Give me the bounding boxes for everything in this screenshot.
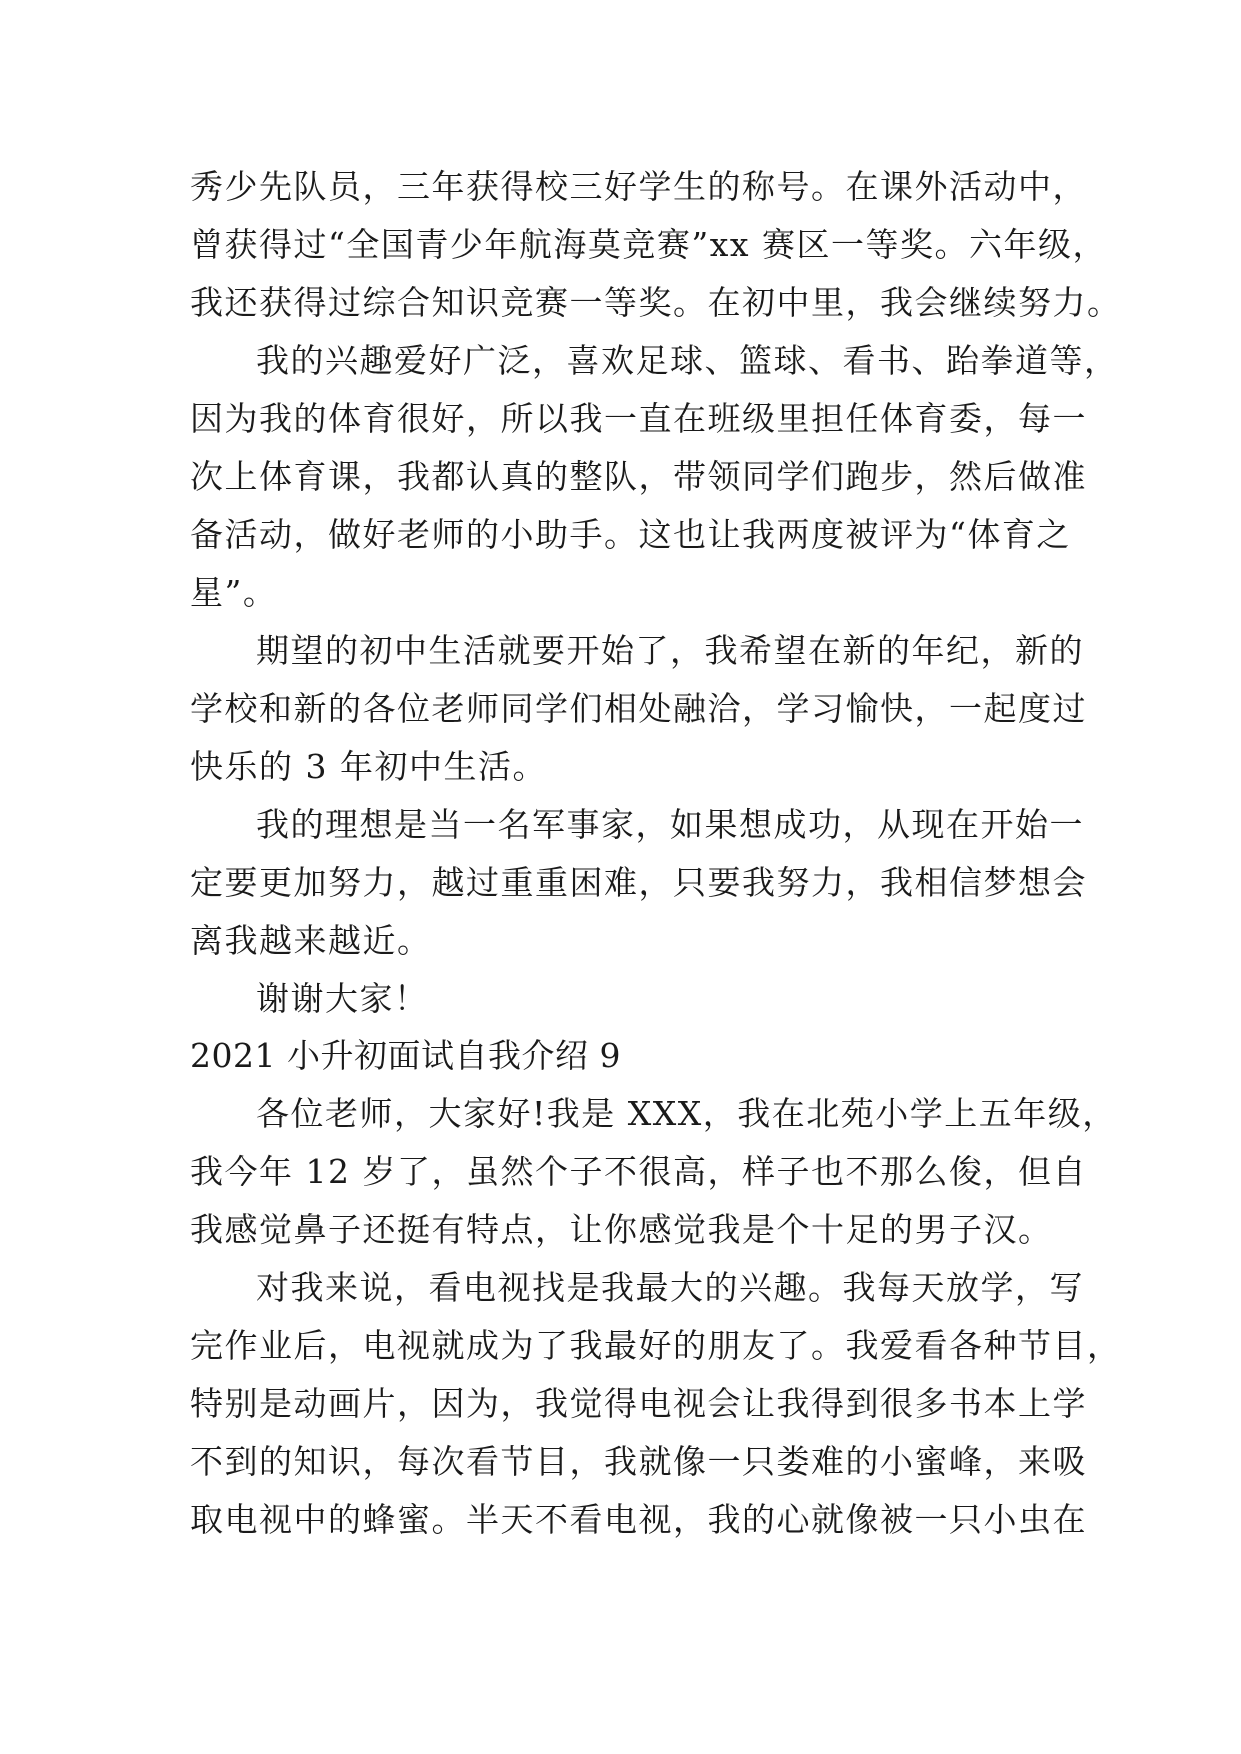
text-line: 我的兴趣爱好广泛，喜欢足球、篮球、看书、跆拳道等，	[256, 341, 1119, 380]
text-line: 完作业后，电视就成为了我最好的朋友了。我爱看各种节目，	[190, 1326, 1122, 1365]
text-line: 我还获得过综合知识竞赛一等奖。在初中里，我会继续努力。	[190, 283, 1122, 322]
text-line: 快乐的 3 年初中生活。	[190, 747, 547, 786]
text-line: 谢谢大家！	[256, 979, 429, 1018]
section-heading: 2021 小升初面试自我介绍 9	[190, 1036, 621, 1075]
text-line: 秀少先队员，三年获得校三好学生的称号。在课外活动中，	[190, 167, 1087, 206]
text-line: 不到的知识，每次看节目，我就像一只娄难的小蜜峰，来吸	[190, 1442, 1087, 1481]
text-line: 取电视中的蜂蜜。半天不看电视，我的心就像被一只小虫在	[190, 1500, 1087, 1539]
text-line: 学校和新的各位老师同学们相处融洽，学习愉快，一起度过	[190, 689, 1087, 728]
text-line: 各位老师，大家好!我是 XXX，我在北苑小学上五年级，	[256, 1094, 1117, 1133]
text-line: 曾获得过“全国青少年航海莫竞赛”xx 赛区一等奖。六年级，	[190, 225, 1107, 264]
text-line: 期望的初中生活就要开始了，我希望在新的年纪，新的	[256, 631, 1084, 670]
text-line: 定要更加努力，越过重重困难，只要我努力，我相信梦想会	[190, 863, 1087, 902]
text-line: 次上体育课，我都认真的整队，带领同学们跑步，然后做准	[190, 457, 1087, 496]
text-line: 我感觉鼻子还挺有特点，让你感觉我是个十足的男子汉。	[190, 1210, 1053, 1249]
text-line: 离我越来越近。	[190, 921, 432, 960]
text-line: 对我来说，看电视找是我最大的兴趣。我每天放学，写	[256, 1268, 1084, 1307]
text-line: 特别是动画片，因为，我觉得电视会让我得到很多书本上学	[190, 1384, 1087, 1423]
text-line: 我的理想是当一名军事家，如果想成功，从现在开始一	[256, 805, 1084, 844]
text-line: 因为我的体育很好，所以我一直在班级里担任体育委，每一	[190, 399, 1087, 438]
text-line: 备活动，做好老师的小助手。这也让我两度被评为“体育之	[190, 515, 1071, 554]
text-line: 星”。	[190, 573, 278, 612]
text-line: 我今年 12 岁了，虽然个子不很高，样子也不那么俊，但自	[190, 1152, 1087, 1191]
